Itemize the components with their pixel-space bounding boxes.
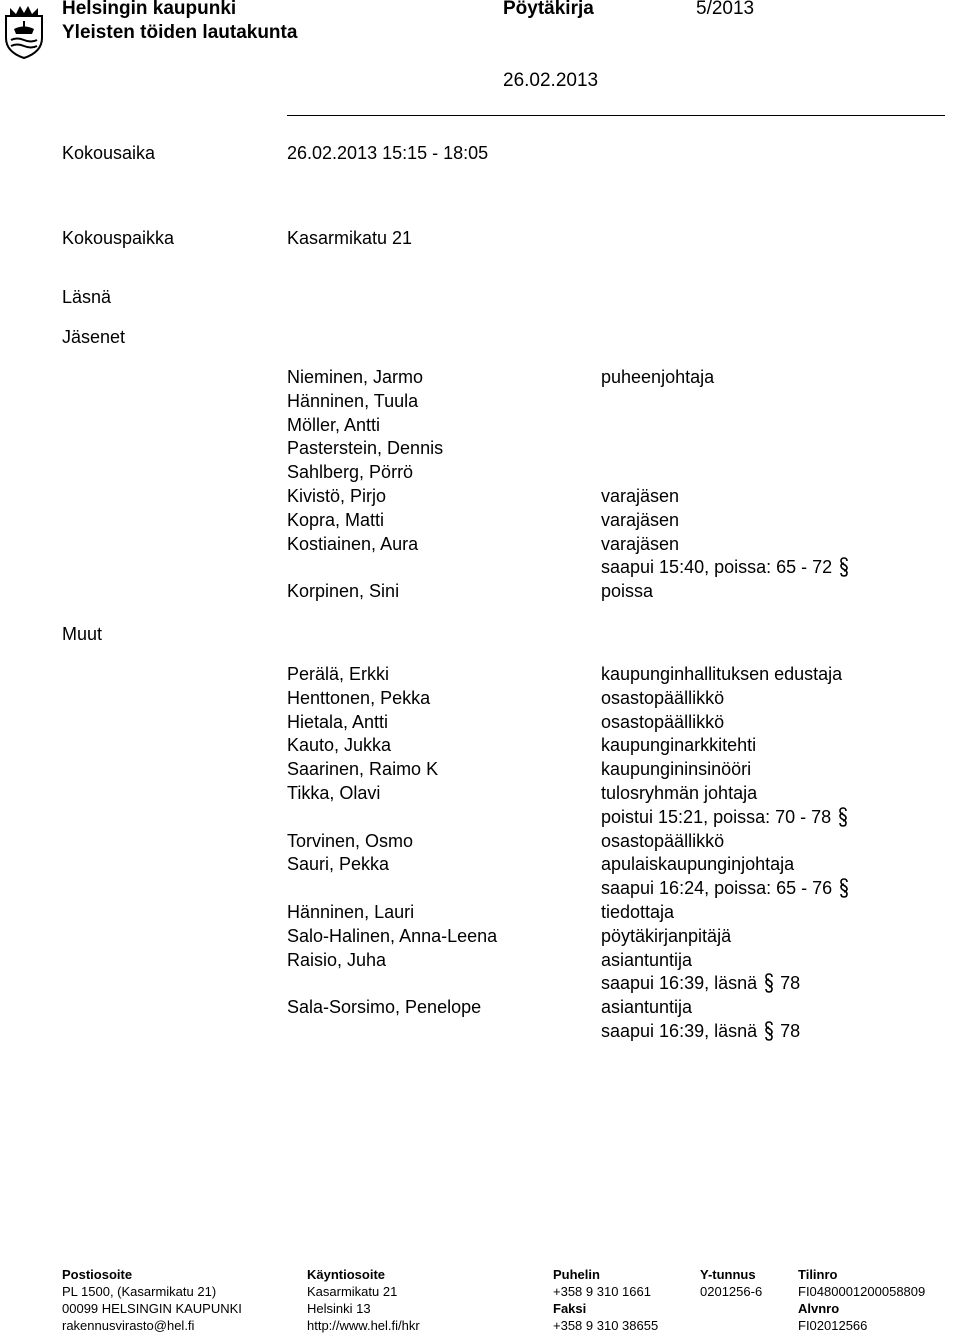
other-roles bbox=[601, 663, 850, 1044]
list-item: Saarinen, Raimo K bbox=[287, 759, 439, 780]
fax-number: +358 9 310 38655 bbox=[553, 1318, 659, 1333]
list-item: Nieminen, Jarmo bbox=[287, 367, 424, 387]
list-item: Kopra, Matti bbox=[287, 509, 385, 530]
section-number: 78 bbox=[780, 973, 801, 994]
meeting-time-value: 26.02.2013 15:15 - 18:05 bbox=[287, 143, 489, 163]
list-item: kaupungininsinööri bbox=[601, 759, 752, 780]
helsinki-crest-icon bbox=[2, 2, 46, 60]
account-number: FI0480001200058809 bbox=[798, 1284, 926, 1299]
meeting-place-value: Kasarmikatu 21 bbox=[287, 228, 413, 248]
list-item bbox=[601, 437, 850, 461]
footer-label: Alvnro bbox=[798, 1301, 840, 1316]
list-item: Perälä, Erkki bbox=[287, 664, 390, 684]
list-item: apulaiskaupunginjohtaja bbox=[601, 854, 795, 875]
list-item: Torvinen, Osmo bbox=[287, 830, 414, 851]
footer-label: Faksi bbox=[553, 1301, 587, 1316]
list-item: Sauri, Pekka bbox=[287, 854, 390, 875]
section-sign-icon bbox=[838, 557, 850, 577]
list-item bbox=[601, 556, 850, 580]
footer-account bbox=[798, 1266, 925, 1334]
section-number: 78 bbox=[780, 1020, 801, 1041]
other-names bbox=[287, 663, 497, 1044]
list-item: asiantuntija bbox=[601, 997, 693, 1018]
section-sign-icon bbox=[837, 807, 849, 827]
board-name: Yleisten töiden lautakunta bbox=[62, 22, 298, 43]
list-item: tulosryhmän johtaja bbox=[601, 782, 758, 803]
list-item bbox=[601, 1020, 850, 1044]
list-item: Henttonen, Pekka bbox=[287, 687, 431, 708]
list-item bbox=[601, 461, 850, 485]
list-item: Hänninen, Tuula bbox=[287, 390, 419, 411]
list-item: Salo-Halinen, Anna-Leena bbox=[287, 925, 498, 946]
member-roles bbox=[601, 366, 850, 604]
role-text: poistui 15:21, poissa: 70 - 78 bbox=[601, 806, 832, 827]
footer-label: Postiosoite bbox=[62, 1267, 133, 1282]
list-item: Tikka, Olavi bbox=[287, 782, 381, 803]
list-item bbox=[287, 806, 497, 830]
list-item bbox=[601, 806, 850, 830]
list-item: Hietala, Antti bbox=[287, 711, 389, 732]
section-sign-icon bbox=[838, 878, 850, 898]
list-item: varajäsen bbox=[601, 533, 680, 554]
section-sign-icon bbox=[763, 1021, 775, 1041]
list-item: kaupunginarkkitehti bbox=[601, 735, 757, 756]
doc-type: Pöytäkirja bbox=[503, 0, 594, 19]
list-item bbox=[601, 877, 850, 901]
footer-label: Y-tunnus bbox=[700, 1267, 756, 1282]
footer-ytunnus bbox=[700, 1266, 762, 1300]
list-item: pöytäkirjanpitäjä bbox=[601, 925, 732, 946]
footer-phone bbox=[553, 1266, 658, 1334]
meeting-time-label: Kokousaika bbox=[62, 143, 156, 163]
list-item: Möller, Antti bbox=[287, 414, 381, 435]
role-text: saapui 16:39, läsnä bbox=[601, 1020, 758, 1041]
footer-line: 00099 HELSINGIN KAUPUNKI bbox=[62, 1301, 242, 1316]
list-item bbox=[601, 972, 850, 996]
footer-label: Käyntiosoite bbox=[307, 1267, 386, 1282]
list-item bbox=[287, 556, 443, 580]
footer-label: Puhelin bbox=[553, 1267, 600, 1282]
role-text: saapui 15:40, poissa: 65 - 72 bbox=[601, 557, 833, 578]
list-item: Kostiainen, Aura bbox=[287, 533, 419, 554]
role-text: saapui 16:39, läsnä bbox=[601, 973, 758, 994]
footer-line: Helsinki 13 bbox=[307, 1301, 371, 1316]
list-item: osastopäällikkö bbox=[601, 687, 725, 708]
list-item: varajäsen bbox=[601, 485, 680, 506]
list-item: Hänninen, Lauri bbox=[287, 901, 415, 922]
members-label: Jäsenet bbox=[62, 327, 126, 347]
present-label: Läsnä bbox=[62, 287, 112, 307]
list-item: puheenjohtaja bbox=[601, 367, 715, 387]
list-item bbox=[601, 414, 850, 438]
org-name: Helsingin kaupunki bbox=[62, 0, 237, 19]
footer-line: Kasarmikatu 21 bbox=[307, 1284, 398, 1299]
list-item: Raisio, Juha bbox=[287, 949, 387, 970]
list-item bbox=[287, 972, 497, 996]
vat-number: FI02012566 bbox=[798, 1318, 868, 1333]
list-item: Sala-Sorsimo, Penelope bbox=[287, 997, 482, 1018]
list-item: Korpinen, Sini bbox=[287, 581, 400, 602]
list-item: asiantuntija bbox=[601, 949, 693, 970]
member-names bbox=[287, 366, 443, 604]
list-item: Sahlberg, Pörrö bbox=[287, 462, 414, 483]
list-item: Pasterstein, Dennis bbox=[287, 438, 444, 459]
list-item: osastopäällikkö bbox=[601, 830, 725, 851]
footer-visit bbox=[307, 1266, 420, 1334]
list-item: poissa bbox=[601, 581, 654, 602]
list-item: kaupunginhallituksen edustaja bbox=[601, 664, 843, 684]
list-item bbox=[287, 1020, 497, 1044]
footer-email: rakennusvirasto@hel.fi bbox=[62, 1318, 195, 1333]
doc-number: 5/2013 bbox=[696, 0, 755, 19]
phone-number: +358 9 310 1661 bbox=[553, 1284, 651, 1299]
footer-postal bbox=[62, 1266, 242, 1334]
header-divider bbox=[287, 115, 945, 116]
footer-line: PL 1500, (Kasarmikatu 21) bbox=[62, 1284, 217, 1299]
list-item bbox=[601, 390, 850, 414]
list-item: Kivistö, Pirjo bbox=[287, 485, 387, 506]
list-item: Kauto, Jukka bbox=[287, 735, 392, 756]
role-text: saapui 16:24, poissa: 65 - 76 bbox=[601, 878, 833, 899]
list-item: varajäsen bbox=[601, 509, 680, 530]
section-sign-icon bbox=[763, 973, 775, 993]
footer-label: Tilinro bbox=[798, 1267, 838, 1282]
ytunnus-value: 0201256-6 bbox=[700, 1284, 763, 1299]
list-item: tiedottaja bbox=[601, 901, 675, 922]
list-item: osastopäällikkö bbox=[601, 711, 725, 732]
meeting-place-label: Kokouspaikka bbox=[62, 228, 175, 248]
others-label: Muut bbox=[62, 624, 103, 644]
footer-url: http://www.hel.fi/hkr bbox=[307, 1318, 420, 1333]
list-item bbox=[287, 877, 497, 901]
header-date: 26.02.2013 bbox=[503, 70, 599, 91]
